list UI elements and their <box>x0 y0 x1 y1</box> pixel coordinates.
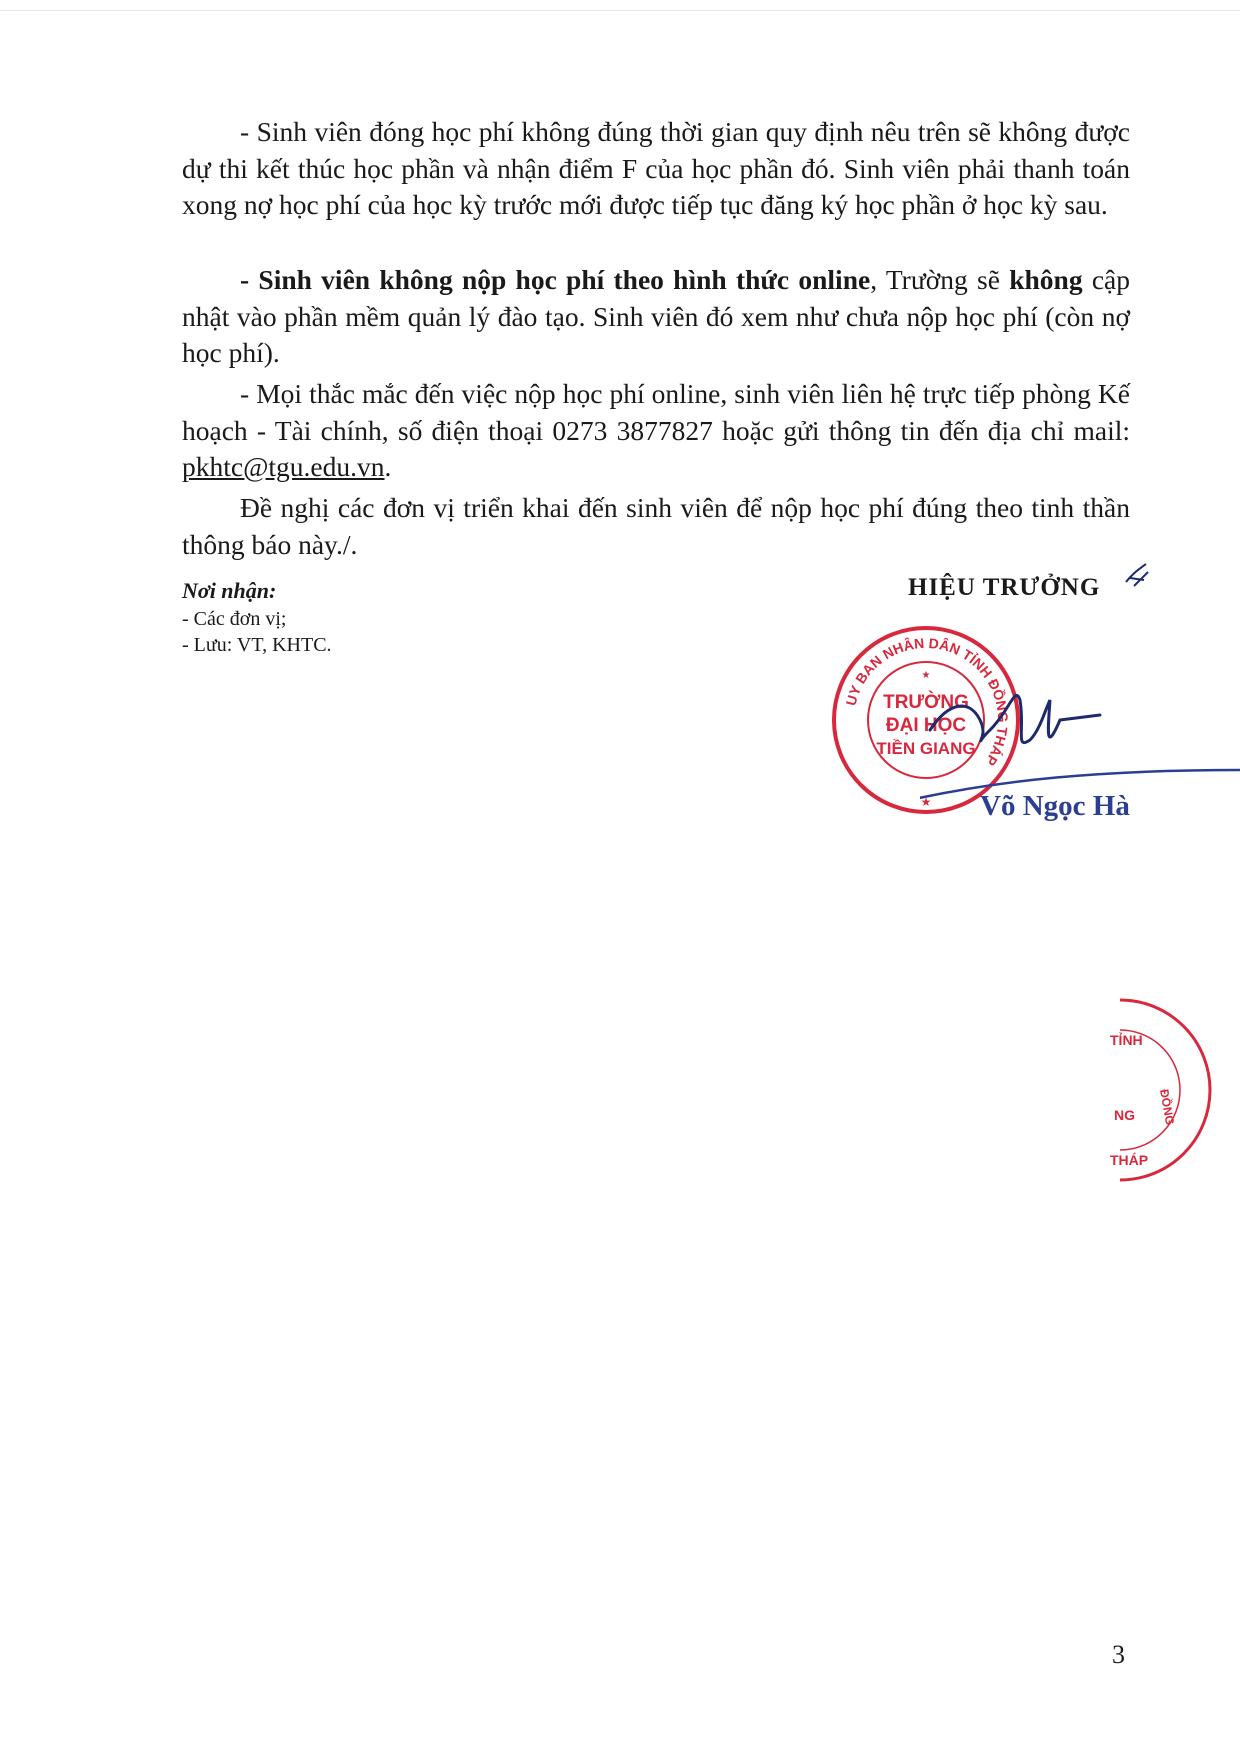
text-segment: , Trường sẽ <box>870 264 1010 295</box>
initials-mark <box>1122 560 1152 590</box>
svg-text:THÁP: THÁP <box>1110 1152 1149 1168</box>
margin-seal-stamp <box>1100 990 1240 1190</box>
text-segment: . <box>384 451 392 482</box>
svg-text:★: ★ <box>921 670 931 681</box>
bold-phrase-online: - Sinh viên không nộp học phí theo hình thức online <box>240 264 871 295</box>
recipients-heading: Nơi nhận: <box>182 578 277 603</box>
page-number: 3 <box>1112 1640 1125 1669</box>
text-segment: cập nhật vào phần mềm quản lý đào tạo. Sinh viên đó xem như chưa nộp học phí (còn nợ học phí). <box>182 264 1130 368</box>
svg-text:TRƯỜNG: TRƯỜNG <box>883 692 969 713</box>
recipient-item: - Các đơn vị; <box>182 608 287 630</box>
svg-text:NG: NG <box>1114 1107 1135 1123</box>
bold-word-khong: không <box>1009 264 1083 295</box>
signature-image <box>920 660 1240 800</box>
scan-artifact-line <box>0 10 1240 11</box>
svg-text:UY BAN NHÂN DÂN TỈNH ĐỒNG THÁP: UY BAN NHÂN DÂN TỈNH ĐỒNG THÁP <box>842 634 1012 769</box>
paragraph-online-payment <box>182 262 1130 372</box>
svg-text:TỈNH: TỈNH <box>1110 1032 1143 1048</box>
svg-text:ĐỒNG: ĐỒNG <box>1157 1088 1178 1126</box>
signer-title: HIỆU TRƯỞNG <box>908 574 1101 601</box>
recipients-block <box>182 578 332 658</box>
paragraph-contact <box>182 376 1130 486</box>
paragraph-request: Đề nghị các đơn vị triển khai đến sinh viên để nộp học phí đúng theo tinh thần thông báo này./. <box>182 492 1130 560</box>
email-link[interactable]: pkhtc@tgu.edu.vn <box>182 451 385 482</box>
recipient-item: - Lưu: VT, KHTC. <box>182 634 332 656</box>
svg-text:★: ★ <box>920 795 932 809</box>
svg-text:TIỀN GIANG: TIỀN GIANG <box>876 739 976 758</box>
text-segment: - Mọi thắc mắc đến việc nộp học phí online, sinh viên liên hệ trực tiếp phòng Kế hoạch - Tài chính, số điện thoại 0273 3877827 hoặc gửi thông tin đến địa chỉ mail: <box>182 378 1130 446</box>
svg-text:ĐẠI HỌC: ĐẠI HỌC <box>885 715 967 736</box>
signer-name: Võ Ngọc Hà <box>980 790 1130 822</box>
paragraph-late-payment: - Sinh viên đóng học phí không đúng thời gian quy định nêu trên sẽ không được dự thi kết thúc học phần và nhận điểm F của học phần đó. Sinh viên phải thanh toán xong nợ học phí của học kỳ trước mới được tiếp tục đăng ký học phần ở học kỳ sau. <box>182 116 1130 220</box>
